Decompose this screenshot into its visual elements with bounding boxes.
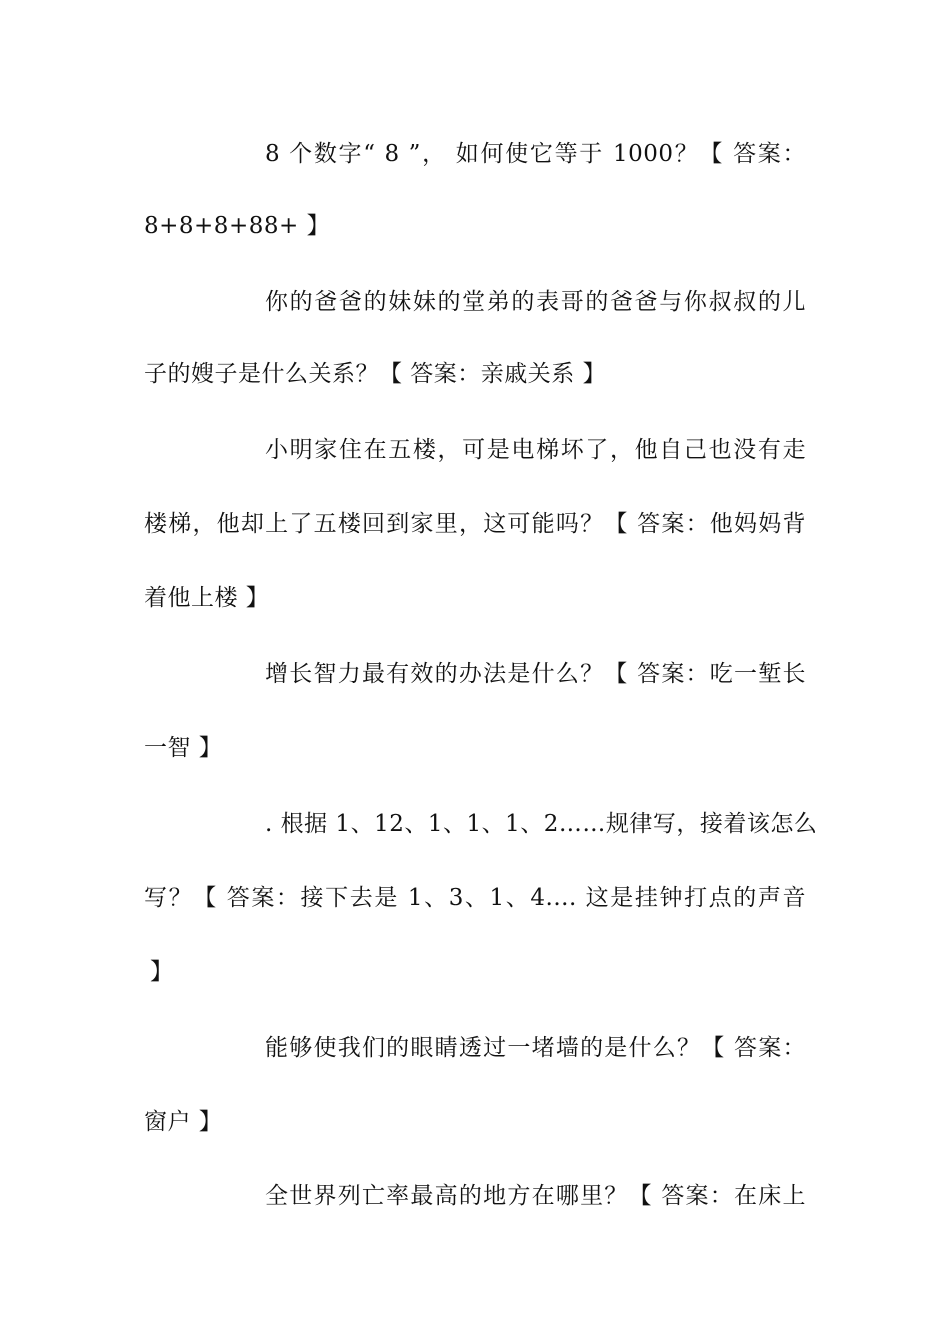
paragraph-1-line-2: 8+8+8+88+ 】: [144, 213, 331, 239]
paragraph-5-line-3: 】: [150, 959, 174, 985]
paragraph-4-line-1: 增长智力最有效的办法是什么？【 答案：吃一堑长: [265, 661, 806, 687]
paragraph-5-line-1: . 根据 1、12、1、1、1、2……规律写，接着该怎么: [265, 811, 818, 837]
paragraph-6-line-1: 能够使我们的眼睛透过一堵墙的是什么？【 答案：: [265, 1035, 806, 1061]
paragraph-2-line-1: 你的爸爸的妹妹的堂弟的表哥的爸爸与你叔叔的儿: [265, 289, 806, 315]
paragraph-1-line-1: 8 个数字“ 8 ”， 如何使它等于 1000？【 答案：: [265, 141, 806, 167]
paragraph-4-line-2: 一智 】: [144, 735, 223, 761]
paragraph-3-line-1: 小明家住在五楼，可是电梯坏了，他自己也没有走: [265, 437, 806, 463]
paragraph-3-line-2: 楼梯，他却上了五楼回到家里，这可能吗？【 答案：他妈妈背: [144, 511, 806, 537]
paragraph-7-line-1: 全世界列亡率最高的地方在哪里？【 答案：在床上: [265, 1183, 806, 1209]
paragraph-3-line-3: 着他上楼 】: [144, 585, 270, 611]
paragraph-5-line-2: 写？【 答案：接下去是 1、3、1、4.... 这是挂钟打点的声音: [144, 885, 806, 911]
paragraph-2-line-2: 子的嫂子是什么关系？【 答案：亲戚关系 】: [144, 361, 607, 387]
paragraph-6-line-2: 窗户 】: [144, 1109, 223, 1135]
